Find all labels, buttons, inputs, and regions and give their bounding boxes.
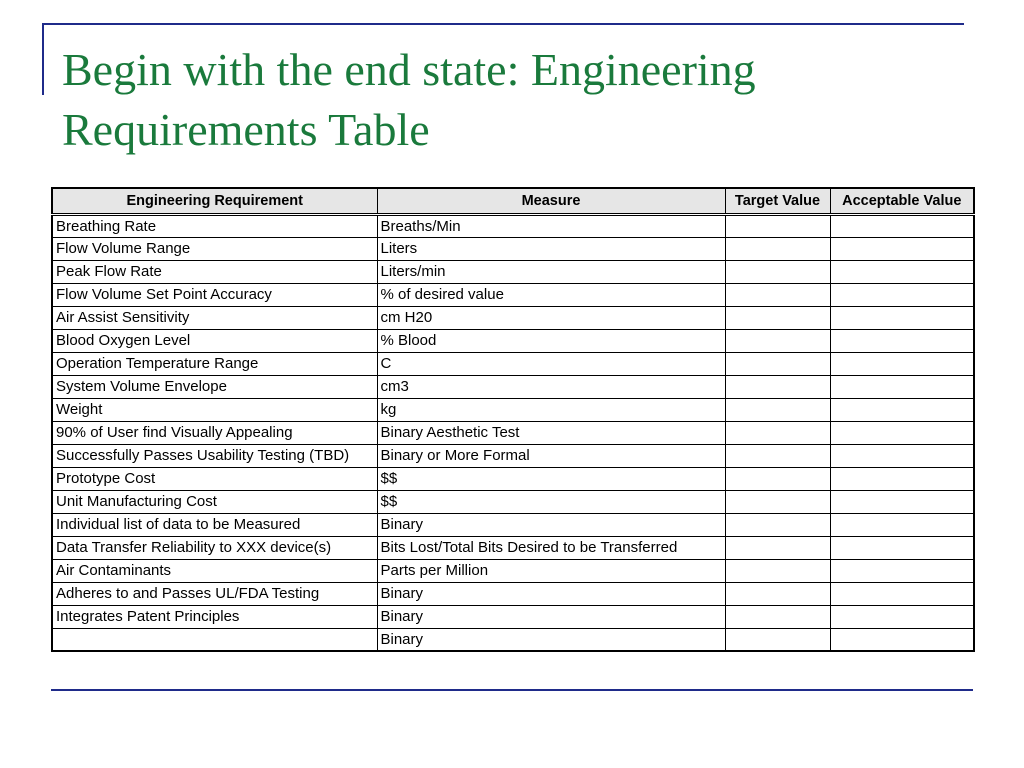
target-value-cell [725, 467, 830, 490]
measure-cell: Breaths/Min [377, 214, 725, 237]
requirement-cell: Air Contaminants [52, 559, 377, 582]
requirement-cell: Integrates Patent Principles [52, 605, 377, 628]
acceptable-value-cell [830, 329, 974, 352]
measure-cell: cm H20 [377, 306, 725, 329]
measure-cell: $$ [377, 467, 725, 490]
table-row [52, 306, 974, 329]
requirement-cell: Adheres to and Passes UL/FDA Testing [52, 582, 377, 605]
table-row [52, 375, 974, 398]
acceptable-value-cell [830, 283, 974, 306]
header-acceptable-value: Acceptable Value [830, 188, 974, 214]
measure-cell: Binary or More Formal [377, 444, 725, 467]
table-row [52, 352, 974, 375]
requirement-cell: Data Transfer Reliability to XXX device(s) [52, 536, 377, 559]
measure-cell: kg [377, 398, 725, 421]
target-value-cell [725, 628, 830, 651]
table-row [52, 559, 974, 582]
requirement-cell: Prototype Cost [52, 467, 377, 490]
measure-cell: $$ [377, 490, 725, 513]
target-value-cell [725, 306, 830, 329]
target-value-cell [725, 214, 830, 237]
acceptable-value-cell [830, 628, 974, 651]
acceptable-value-cell [830, 260, 974, 283]
target-value-cell [725, 329, 830, 352]
target-value-cell [725, 352, 830, 375]
requirement-cell: Weight [52, 398, 377, 421]
measure-cell: cm3 [377, 375, 725, 398]
requirement-cell: Individual list of data to be Measured [52, 513, 377, 536]
header-measure: Measure [377, 188, 725, 214]
table-row [52, 536, 974, 559]
target-value-cell [725, 260, 830, 283]
requirement-cell: Flow Volume Range [52, 237, 377, 260]
acceptable-value-cell [830, 467, 974, 490]
requirement-cell: Breathing Rate [52, 214, 377, 237]
acceptable-value-cell [830, 490, 974, 513]
measure-cell: Binary [377, 513, 725, 536]
table-row [52, 628, 974, 651]
requirement-cell: Peak Flow Rate [52, 260, 377, 283]
target-value-cell [725, 375, 830, 398]
measure-cell: % of desired value [377, 283, 725, 306]
bottom-divider [51, 689, 973, 691]
table-row [52, 237, 974, 260]
slide-title: Begin with the end state: Engineering Requirements Table [62, 44, 756, 155]
acceptable-value-cell [830, 559, 974, 582]
acceptable-value-cell [830, 352, 974, 375]
acceptable-value-cell [830, 306, 974, 329]
table-row [52, 283, 974, 306]
requirement-cell: 90% of User find Visually Appealing [52, 421, 377, 444]
target-value-cell [725, 490, 830, 513]
target-value-cell [725, 283, 830, 306]
acceptable-value-cell [830, 214, 974, 237]
table-row [52, 444, 974, 467]
target-value-cell [725, 605, 830, 628]
table-row [52, 260, 974, 283]
measure-cell: Bits Lost/Total Bits Desired to be Transferred [377, 536, 725, 559]
table-body [52, 214, 974, 651]
target-value-cell [725, 513, 830, 536]
header-target-value: Target Value [725, 188, 830, 214]
acceptable-value-cell [830, 421, 974, 444]
acceptable-value-cell [830, 582, 974, 605]
table-row [52, 398, 974, 421]
measure-cell: Liters [377, 237, 725, 260]
requirement-cell [52, 628, 377, 651]
header-engineering-requirement: Engineering Requirement [52, 188, 377, 214]
acceptable-value-cell [830, 605, 974, 628]
measure-cell: Binary [377, 628, 725, 651]
table-row [52, 513, 974, 536]
table-row [52, 421, 974, 444]
table-row [52, 467, 974, 490]
target-value-cell [725, 421, 830, 444]
acceptable-value-cell [830, 513, 974, 536]
table-row [52, 582, 974, 605]
table-row [52, 214, 974, 237]
measure-cell: Binary Aesthetic Test [377, 421, 725, 444]
requirement-cell: Blood Oxygen Level [52, 329, 377, 352]
top-divider [42, 23, 964, 25]
measure-cell: Binary [377, 605, 725, 628]
measure-cell: Binary [377, 582, 725, 605]
table-row [52, 490, 974, 513]
requirement-cell: Operation Temperature Range [52, 352, 377, 375]
requirement-cell: System Volume Envelope [52, 375, 377, 398]
acceptable-value-cell [830, 444, 974, 467]
measure-cell: C [377, 352, 725, 375]
measure-cell: % Blood [377, 329, 725, 352]
target-value-cell [725, 444, 830, 467]
left-accent-bar [42, 23, 44, 95]
requirements-table [51, 187, 975, 652]
requirement-cell: Air Assist Sensitivity [52, 306, 377, 329]
requirement-cell: Flow Volume Set Point Accuracy [52, 283, 377, 306]
acceptable-value-cell [830, 398, 974, 421]
table-row [52, 329, 974, 352]
requirements-table-container [51, 187, 973, 652]
acceptable-value-cell [830, 237, 974, 260]
target-value-cell [725, 582, 830, 605]
acceptable-value-cell [830, 375, 974, 398]
target-value-cell [725, 237, 830, 260]
measure-cell: Liters/min [377, 260, 725, 283]
requirement-cell: Unit Manufacturing Cost [52, 490, 377, 513]
requirement-cell: Successfully Passes Usability Testing (TBD) [52, 444, 377, 467]
target-value-cell [725, 559, 830, 582]
measure-cell: Parts per Million [377, 559, 725, 582]
target-value-cell [725, 536, 830, 559]
table-row [52, 605, 974, 628]
table-header-row [52, 188, 974, 214]
acceptable-value-cell [830, 536, 974, 559]
target-value-cell [725, 398, 830, 421]
